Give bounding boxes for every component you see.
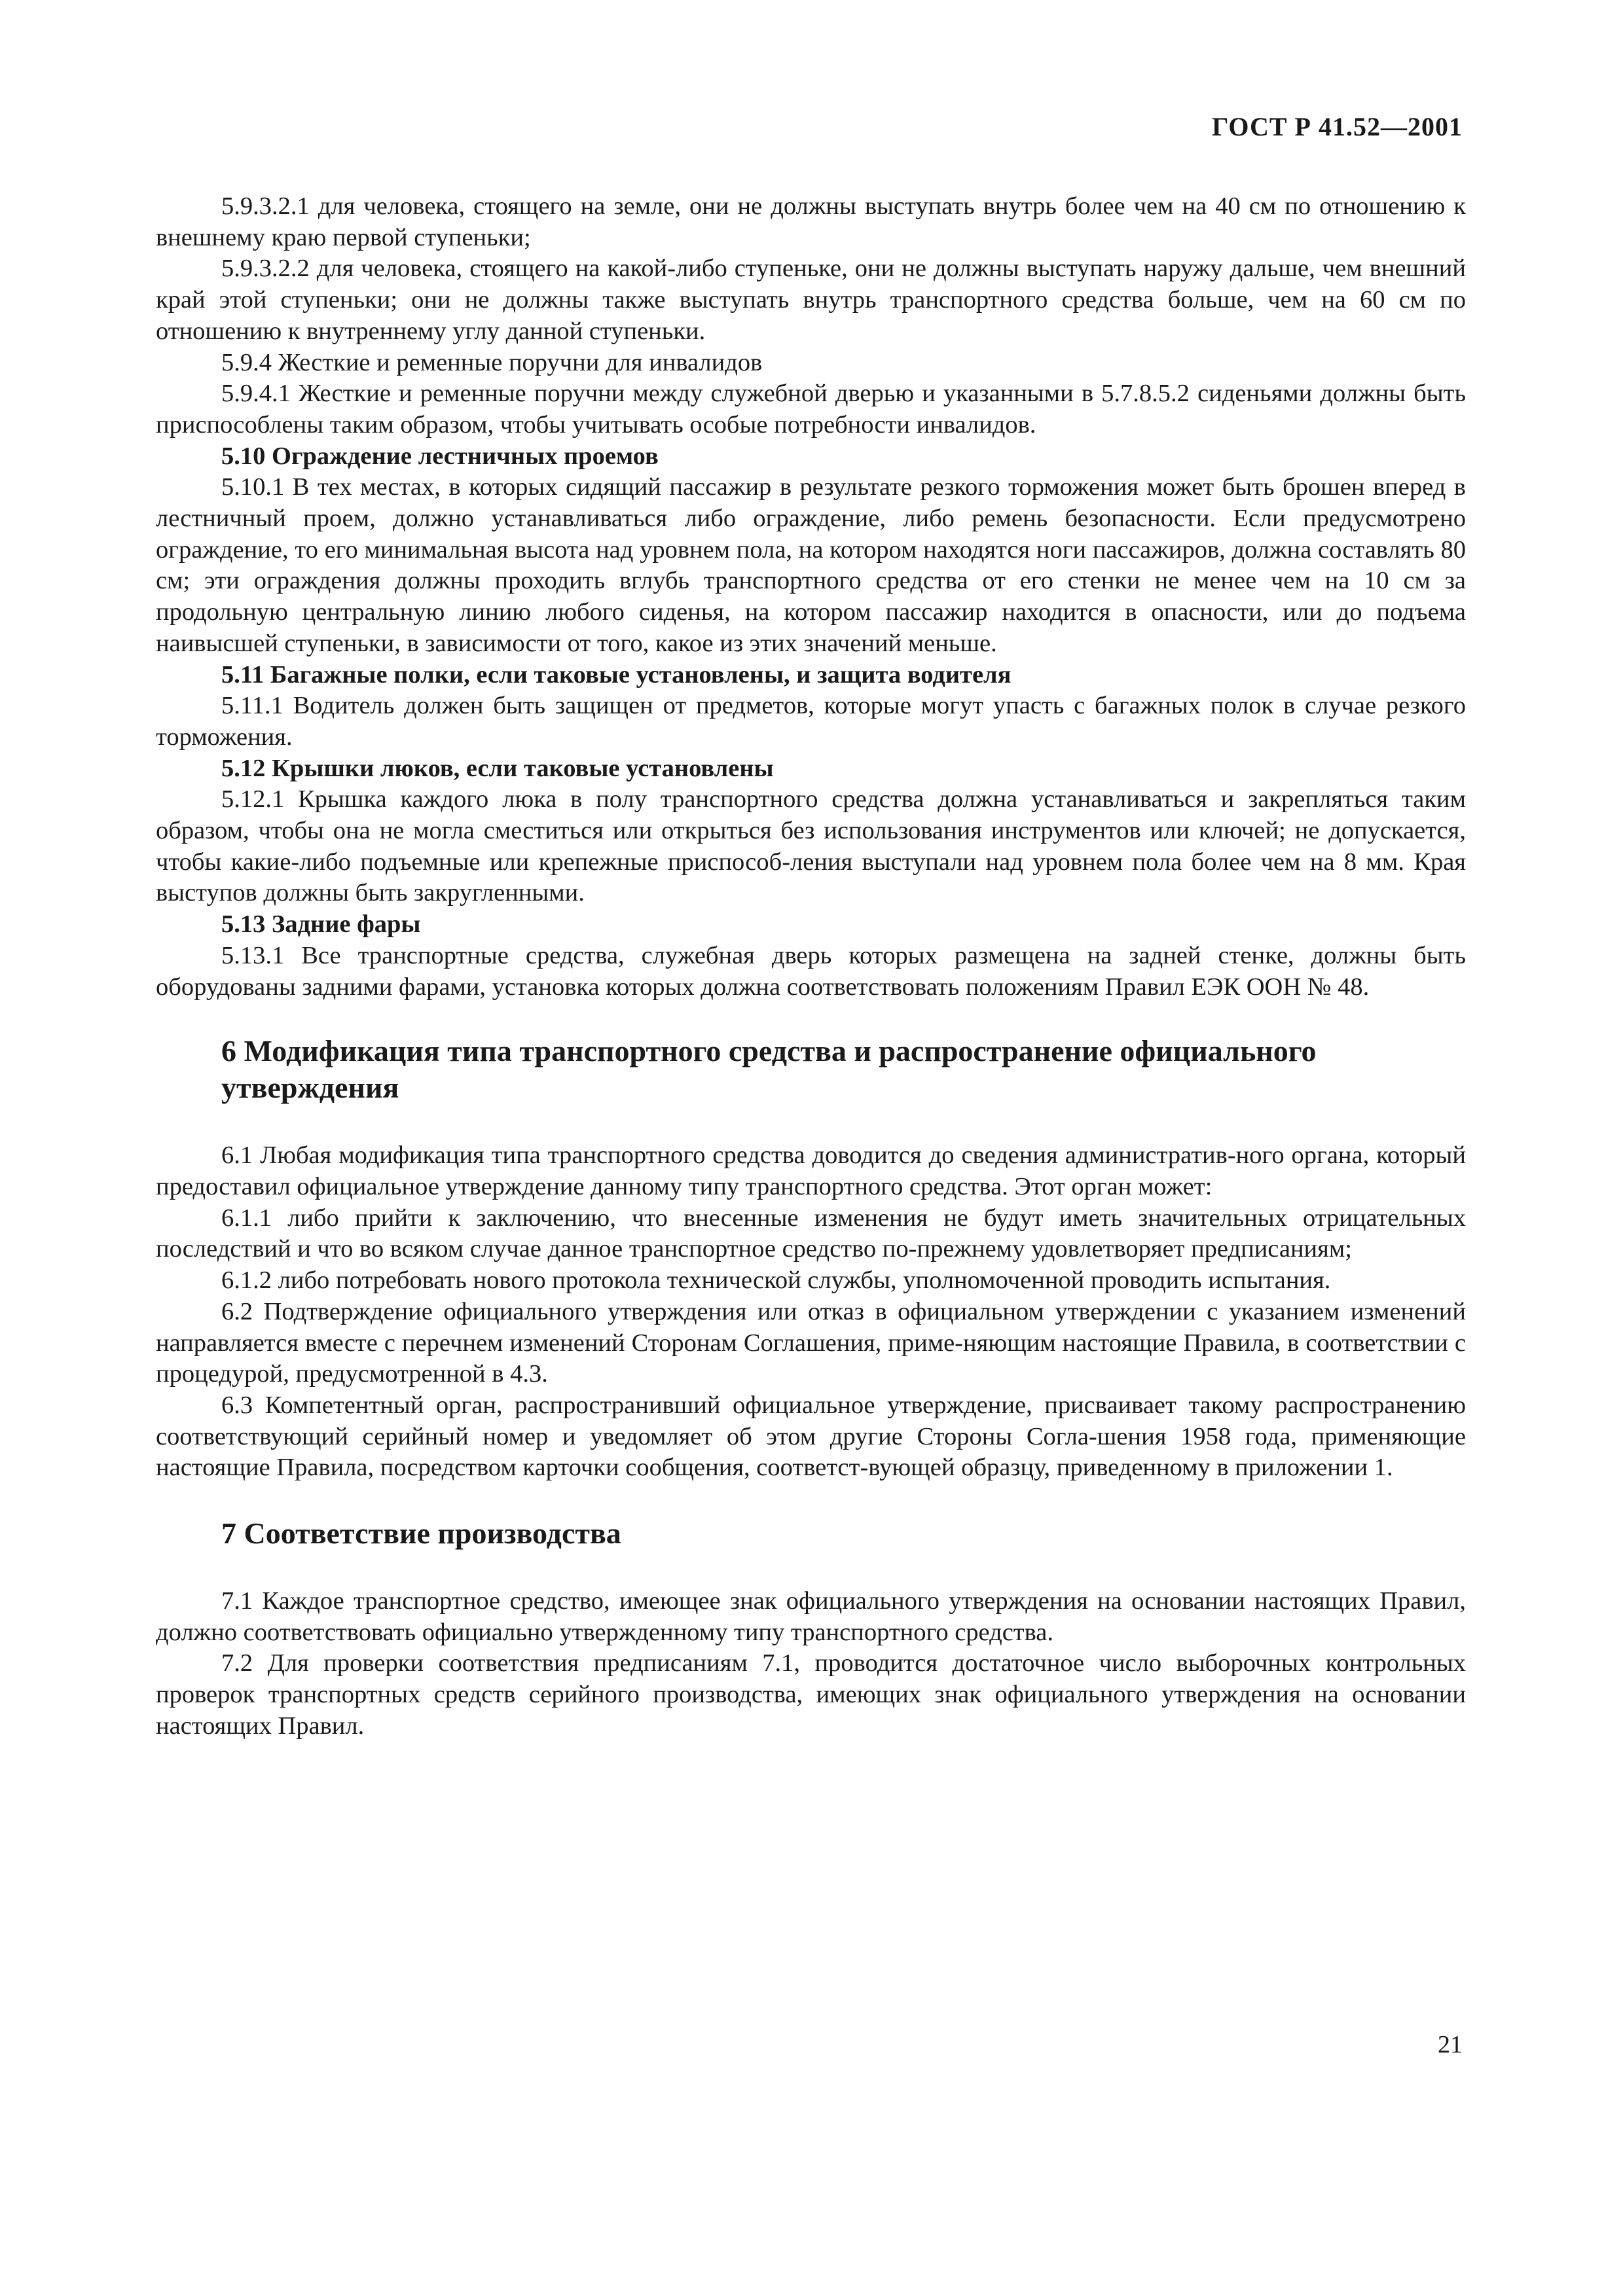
paragraph-5-9-4: 5.9.4 Жесткие и ременные поручни для инвалидов (221, 348, 763, 376)
page-number: 21 (1438, 2031, 1463, 2058)
subheading-5-13: 5.13 Задние фары (221, 910, 421, 939)
section-7-title: 7 Соответствие производства (221, 1516, 621, 1551)
section-6-title: 6 Модификация типа транспортного средства и распространение официального утверждения (221, 1034, 1317, 1105)
paragraph-7-2: 7.2 Для проверки соответствия предписаниям 7.1, проводится достаточное число выборочных контрольных проверок транспортных средств серийного производства, имеющих знак официального утверждения на основании настоящих Правил. (156, 1649, 1466, 1740)
document-body (156, 191, 1466, 1742)
paragraph-5-9-3-2-2: 5.9.3.2.2 для человека, стоящего на какой-либо ступеньке, они не должны выступать наружу дальше, чем внешний край этой ступеньки; они не должны также выступать внутрь транспортного средства больше, чем на 60 см по отношению к внутреннему углу данной ступеньки. (156, 255, 1466, 345)
paragraph-5-12-1: 5.12.1 Крышка каждого люка в полу транспортного средства должна устанавливаться и закрепляться таким образом, чтобы она не могла сместиться или открыться без использования инструментов или ключей; не допускается, чтобы какие-либо подъемные или крепежные приспособ-ления выступали над уровнем пола более чем на 8 мм. Края выступов должны быть закругленными. (156, 785, 1466, 907)
paragraph-7-1: 7.1 Каждое транспортное средство, имеющее знак официального утверждения на основании настоящих Правил, должно соответствовать официально утвержденному типу транспортного средства. (156, 1587, 1466, 1646)
document-header: ГОСТ Р 41.52—2001 (1211, 112, 1463, 141)
paragraph-5-13-1: 5.13.1 Все транспортные средства, служебная дверь которых размещена на задней стенке, должны быть оборудованы задними фарами, установка которых должна соответствовать положениям Правил ЕЭК ООН № 48. (156, 941, 1466, 1001)
paragraph-6-1-1: 6.1.1 либо прийти к заключению, что внесенные изменения не будут иметь значительных отрицательных последствий и что во всяком случае данное транспортное средство по-прежнему удовлетворяет предписаниям; (156, 1204, 1466, 1263)
subheading-5-12: 5.12 Крышки люков, если таковые установлены (221, 754, 774, 782)
paragraph-6-3: 6.3 Компетентный орган, распространивший официальное утверждение, присваивает такому распространению соответствующий серийный номер и уведомляет об этом другие Стороны Согла-шения 1958 года, применяющие настоящие Правила, посредством карточки сообщения, соответст-вующей образцу, приведенному в приложении 1. (156, 1391, 1466, 1482)
paragraph-5-10-1: 5.10.1 В тех местах, в которых сидящий пассажир в результате резкого торможения может быть брошен вперед в лестничный проем, должно устанавливаться либо ограждение, либо ремень безопасности. Если предусмотрено ограждение, то его минимальная высота над уровнем пола, на котором находятся ноги пассажиров, должна составлять 80 см; эти ограждения должны проходить вглубь транспортного средства от его стенки не менее чем на 10 см за продольную центральную линию любого сиденья, на котором пассажир находится в опасности, или до подъема наивысшей ступеньки, в зависимости от того, какое из этих значений меньше. (156, 473, 1466, 657)
paragraph-5-9-4-1: 5.9.4.1 Жесткие и ременные поручни между служебной дверью и указанными в 5.7.8.5.2 сиденьями должны быть приспособлены таким образом, чтобы учитывать особые потребности инвалидов. (156, 380, 1466, 439)
paragraph-6-2: 6.2 Подтверждение официального утверждения или отказ в официальном утверждении с указанием изменений направляется вместе с перечнем изменений Сторонам Соглашения, приме-няющим настоящие Правила, в соответствии с процедурой, предусмотренной в 4.3. (156, 1297, 1466, 1388)
paragraph-5-9-3-2-1: 5.9.3.2.1 для человека, стоящего на земле, они не должны выступать внутрь более чем на 40 см по отношению к внешнему краю первой ступеньки; (156, 192, 1466, 251)
paragraph-5-11-1: 5.11.1 Водитель должен быть защищен от предметов, которые могут упасть с багажных полок в случае резкого торможения. (156, 692, 1466, 751)
subheading-5-11: 5.11 Багажные полки, если таковые установлены, и защита водителя (221, 660, 1012, 689)
paragraph-6-1: 6.1 Любая модификация типа транспортного средства доводится до сведения административ-ного органа, который предоставил официальное утверждение данному типу транспортного средства. Этот орган может: (156, 1141, 1466, 1200)
subheading-5-10: 5.10 Ограждение лестничных проемов (221, 442, 659, 470)
paragraph-6-1-2: 6.1.2 либо потребовать нового протокола технической службы, уполномоченной проводить испытания. (221, 1266, 1331, 1295)
